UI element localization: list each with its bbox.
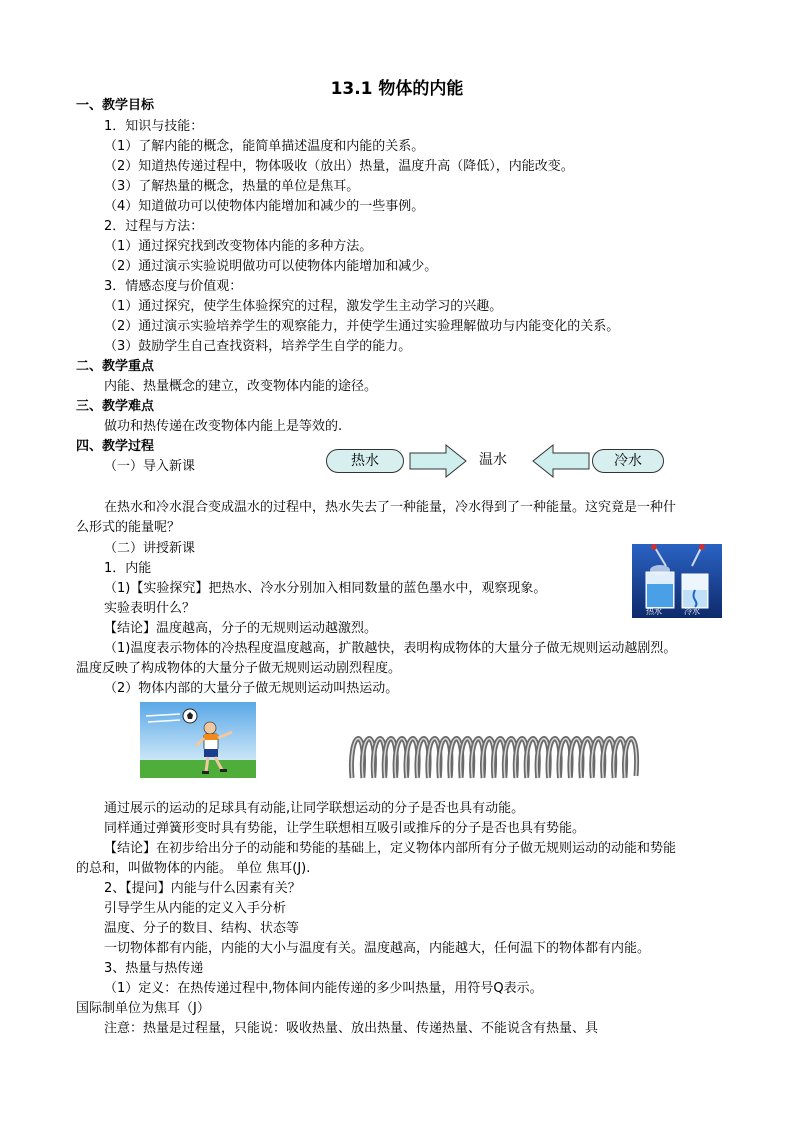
text-line: 引导学生从内能的定义入手分析 (104, 901, 287, 916)
text-line: 在热水和冷水混合变成温水的过程中，热水失去了一种能量，冷水得到了一种能量。这究竟是一种什 (104, 500, 677, 515)
text-line: （1）定义：在热传递过程中,物体间内能传递的多少叫热量，用符号Q表示。 (104, 981, 543, 996)
text-line: 3．情感态度与价值观： (104, 279, 243, 294)
beaker-cold-label: 冷水 (684, 607, 700, 616)
text-line: 同样通过弹簧形变时具有势能，让学生联想相互吸引或推斥的分子是否也具有势能。 (104, 821, 586, 836)
spring-image (344, 718, 644, 786)
text-line: （2）通过演示实验培养学生的观察能力，并使学生通过实验理解做功与内能变化的关系。 (104, 319, 620, 334)
text-line: 3、热量与热传递 (104, 961, 204, 976)
section-heading: 二、教学重点 (76, 359, 155, 374)
hot-water-label: 热水 (326, 449, 404, 473)
text-line: 通过展示的运动的足球具有动能,让同学联想运动的分子是否也具有动能。 (104, 801, 525, 816)
text-line: 2、【提问】内能与什么因素有关？ (104, 881, 301, 896)
text-line: 的总和，叫做物体的内能。 单位 焦耳(J). (76, 861, 311, 876)
text-line: （2）通过演示实验说明做功可以使物体内能增加和减少。 (104, 259, 438, 274)
cold-water-label: 冷水 (592, 449, 664, 473)
text-line: （二）讲授新课 (104, 541, 196, 556)
text-line: 【结论】在初步给出分子的动能和势能的基础上，定义物体内部所有分子做无规则运动的动能和势能 (104, 841, 677, 856)
text-line: 做功和热传递在改变物体内能上是等效的. (104, 419, 343, 434)
page-title: 13.1 物体的内能 (330, 79, 464, 99)
text-line: 一切物体都有内能，内能的大小与温度有关。温度越高，内能越大，任何温下的物体都有内能。 (104, 941, 651, 956)
text-line: 么形式的能量呢？ (76, 520, 181, 535)
text-line: 实验表明什么？ (104, 601, 196, 616)
text-line: （2）物体内部的大量分子做无规则运动叫热运动。 (104, 681, 399, 696)
text-line: （1)温度表示物体的冷热程度温度越高，扩散越快，表明构成物体的大量分子做无规则运动越剧烈。 (104, 641, 677, 656)
beaker-experiment-image (632, 544, 722, 618)
text-line: （1）通过探究，使学生体验探究的过程，激发学生主动学习的兴趣。 (104, 299, 503, 314)
text-line: 注意：热量是过程量，只能说：吸收热量、放出热量、传递热量、不能说含有热量、具 (104, 1021, 599, 1036)
left-arrow-icon (531, 444, 591, 478)
section-heading: 一、教学目标 (76, 98, 155, 113)
section-heading: 三、教学难点 (76, 399, 155, 414)
text-line: （1）了解内能的概念，能简单描述温度和内能的关系。 (104, 139, 425, 154)
text-line: 温度、分子的数目、结构、状态等 (104, 921, 300, 936)
right-arrow-icon (408, 444, 468, 478)
text-line: 2．过程与方法： (104, 219, 204, 234)
text-line: （4）知道做功可以使物体内能增加和减少的一些事例。 (104, 199, 425, 214)
text-line: 【结论】温度越高，分子的无规则运动越激烈。 (104, 621, 378, 636)
text-line: （1）通过探究找到改变物体内能的多种方法。 (104, 239, 373, 254)
text-line: （2）知道热传递过程中，物体吸收（放出）热量，温度升高（降低），内能改变。 (104, 159, 574, 174)
mixing-diagram (326, 444, 666, 478)
text-line: （3）鼓励学生自己查找资料，培养学生自学的能力。 (104, 339, 412, 354)
text-line: 内能、热量概念的建立，改变物体内能的途径。 (104, 379, 378, 394)
text-line: 1．内能 (104, 561, 152, 576)
warm-water-label: 温水 (479, 452, 507, 468)
football-player-image (140, 702, 256, 778)
beaker-hot-label: 热水 (646, 607, 662, 616)
text-line: 温度反映了构成物体的大量分子做无规则运动剧烈程度。 (76, 661, 402, 676)
text-line: （一）导入新课 (104, 459, 196, 474)
text-line: （3）了解热量的概念，热量的单位是焦耳。 (104, 179, 360, 194)
text-line: 国际制单位为焦耳（J） (76, 1001, 210, 1016)
text-line: 1．知识与技能： (104, 119, 204, 134)
section-heading: 四、教学过程 (76, 439, 155, 454)
text-line: （1)【实验探究】把热水、冷水分别加入相同数量的蓝色墨水中，观察现象。 (104, 581, 547, 596)
